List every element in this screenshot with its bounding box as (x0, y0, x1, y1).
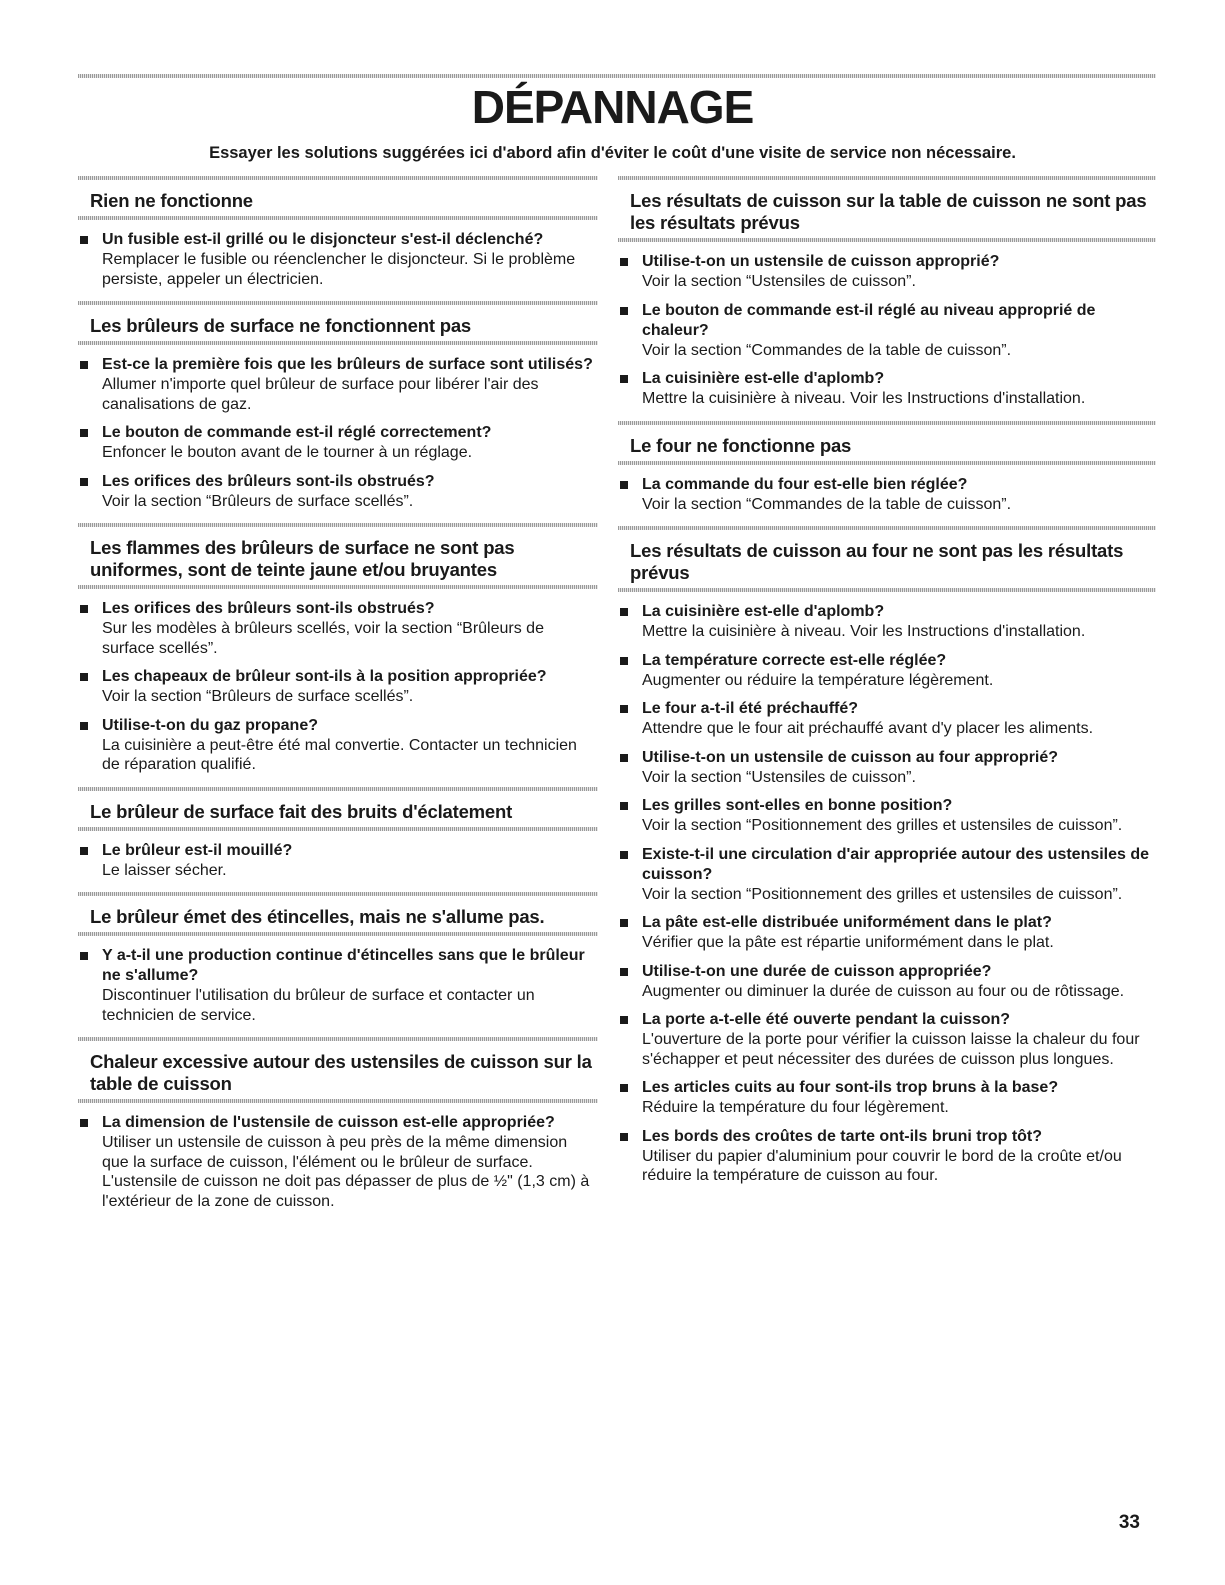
list-item (78, 716, 598, 775)
list-item (78, 599, 598, 658)
question-text: La commande du four est-elle bien réglée? (642, 475, 968, 493)
section-rule-bottom (78, 827, 598, 831)
square-bullet-icon (620, 705, 628, 713)
square-bullet-icon (620, 1016, 628, 1024)
square-bullet-icon (80, 361, 88, 369)
answer-text: Mettre la cuisinière à niveau. Voir les Instructions d'installation. (642, 623, 1086, 640)
question-text: La dimension de l'ustensile de cuisson est-elle appropriée? (102, 1114, 555, 1131)
list-item (618, 962, 1156, 1002)
question-text: La température correcte est-elle réglée? (642, 651, 947, 669)
square-bullet-icon (80, 478, 88, 486)
section-heading: Les flammes des brûleurs de surface ne sont pas uniformes, sont de teinte jaune et/ou bruyantes (90, 537, 515, 580)
answer-text: Voir la section “Ustensiles de cuisson”. (642, 273, 916, 290)
question-text: La cuisinière est-elle d'aplomb? (642, 370, 885, 387)
question-text: Un fusible est-il grillé ou le disjoncteur s'est-il déclenché? (102, 231, 544, 248)
question-text: Les bords des croûtes de tarte ont-ils bruni trop tôt? (642, 1127, 1043, 1145)
section-heading: Rien ne fonctionne (90, 190, 253, 211)
answer-text: Enfoncer le bouton avant de le tourner à un réglage. (102, 444, 473, 461)
question-text: Le bouton de commande est-il réglé au niveau approprié de chaleur? (642, 301, 1096, 339)
section-rule-bottom (78, 1099, 598, 1103)
troubleshooting-section (78, 1037, 598, 1211)
question-text: Est-ce la première fois que les brûleurs de surface sont utilisés? (102, 356, 593, 373)
section-heading: Les résultats de cuisson au four ne sont pas les résultats prévus (630, 540, 1124, 583)
question-text: Les orifices des brûleurs sont-ils obstrués? (102, 600, 435, 617)
list-item (618, 301, 1156, 361)
answer-text: Voir la section “Brûleurs de surface scellés”. (102, 688, 414, 705)
question-text: Existe-t-il une circulation d'air appropriée autour des ustensiles de cuisson? (642, 845, 1150, 883)
answer-text: Voir la section “Commandes de la table de cuisson”. (642, 495, 1012, 513)
question-text: Utilise-t-on un ustensile de cuisson au four approprié? (642, 748, 1059, 766)
section-heading: Le brûleur de surface fait des bruits d'éclatement (90, 800, 513, 822)
troubleshooting-section (618, 421, 1156, 515)
square-bullet-icon (80, 847, 88, 855)
answer-text: Allumer n'importe quel brûleur de surface pour libérer l'air des canalisations de gaz. (102, 376, 539, 413)
list-item (618, 1078, 1156, 1118)
square-bullet-icon (80, 952, 88, 960)
left-column (78, 172, 598, 1223)
square-bullet-icon (620, 375, 628, 383)
square-bullet-icon (80, 1119, 88, 1127)
answer-text: Attendre que le four ait préchauffé avant d'y placer les aliments. (642, 720, 1094, 737)
section-heading: Les brûleurs de surface ne fonctionnent pas (90, 315, 472, 336)
list-item (78, 841, 598, 881)
answer-text: Sur les modèles à brûleurs scellés, voir la section “Brûleurs de surface scellés”. (102, 620, 544, 657)
square-bullet-icon (620, 754, 628, 762)
question-text: Le brûleur est-il mouillé? (102, 841, 293, 859)
troubleshooting-section (78, 523, 598, 775)
troubleshooting-section (618, 526, 1156, 1186)
list-item (78, 1113, 598, 1211)
answer-text: Réduire la température du four légèrement. (642, 1099, 949, 1116)
question-text: Utilise-t-on une durée de cuisson appropriée? (642, 962, 992, 980)
question-text: Les chapeaux de brûleur sont-ils à la position appropriée? (102, 668, 547, 685)
list-item (618, 913, 1156, 953)
troubleshooting-section (78, 301, 598, 511)
question-text: Les orifices des brûleurs sont-ils obstrués? (102, 472, 435, 490)
answer-text: Voir la section “Commandes de la table de cuisson”. (642, 341, 1012, 359)
section-rule-bottom (78, 216, 598, 220)
square-bullet-icon (80, 605, 88, 613)
answer-text: Utiliser un ustensile de cuisson à peu près de la même dimension que la surface de cuisson, l'élément ou le brûleur de surface. L'ustensile de cuisson ne doit pas dépasser de plus de ½" (1,3 cm) à l'extérieur de la zone de cuisson. (102, 1134, 590, 1210)
question-text: La pâte est-elle distribuée uniformément dans le plat? (642, 914, 1052, 931)
section-rule-bottom (78, 585, 598, 589)
answer-text: Mettre la cuisinière à niveau. Voir les Instructions d'installation. (642, 390, 1086, 407)
square-bullet-icon (620, 968, 628, 976)
square-bullet-icon (620, 307, 628, 315)
section-rule-top (78, 523, 598, 527)
question-text: La cuisinière est-elle d'aplomb? (642, 603, 885, 620)
list-item (618, 845, 1156, 905)
list-item (618, 1010, 1156, 1069)
list-item (618, 748, 1156, 788)
answer-text: Le laisser sécher. (102, 861, 227, 879)
question-text: La porte a-t-elle été ouverte pendant la cuisson? (642, 1011, 1011, 1028)
top-rule (78, 74, 1156, 78)
troubleshooting-section (78, 787, 598, 881)
question-text: Utilise-t-on un ustensile de cuisson approprié? (642, 253, 1000, 270)
square-bullet-icon (620, 481, 628, 489)
section-rule-bottom (78, 932, 598, 936)
answer-text: Voir la section “Brûleurs de surface scellés”. (102, 492, 414, 510)
answer-text: L'ouverture de la porte pour vérifier la cuisson laisse la chaleur du four s'échapper et peut nécessiter des durées de cuisson plus longues. (642, 1031, 1140, 1068)
question-text: Les articles cuits au four sont-ils trop bruns à la base? (642, 1079, 1059, 1096)
square-bullet-icon (80, 722, 88, 730)
list-item (618, 796, 1156, 836)
section-heading: Les résultats de cuisson sur la table de cuisson ne sont pas les résultats prévus (630, 190, 1147, 233)
square-bullet-icon (620, 919, 628, 927)
section-rule-bottom (618, 238, 1156, 242)
question-text: Utilise-t-on du gaz propane? (102, 716, 318, 734)
intro-text: Essayer les solutions suggérées ici d'abord afin d'éviter le coût d'une visite de service non nécessaire. (209, 144, 1016, 162)
section-rule-top (78, 1037, 598, 1041)
square-bullet-icon (80, 236, 88, 244)
answer-text: La cuisinière a peut-être été mal convertie. Contacter un technicien de réparation qualifié. (102, 736, 577, 773)
square-bullet-icon (620, 802, 628, 810)
troubleshooting-section (78, 176, 598, 289)
answer-text: Augmenter ou diminuer la durée de cuisson au four ou de rôtissage. (642, 982, 1125, 1000)
section-heading: Le four ne fonctionne pas (630, 434, 852, 456)
section-heading: Chaleur excessive autour des ustensiles de cuisson sur la table de cuisson (90, 1051, 592, 1094)
page-number: 33 (1118, 1512, 1140, 1533)
section-rule-bottom (618, 588, 1156, 592)
list-item (78, 472, 598, 512)
square-bullet-icon (620, 1133, 628, 1141)
question-text: Le four a-t-il été préchauffé? (642, 700, 859, 717)
section-heading: Le brûleur émet des étincelles, mais ne s'allume pas. (90, 906, 545, 927)
question-text: Les grilles sont-elles en bonne position? (642, 797, 953, 814)
list-item (78, 946, 598, 1025)
question-text: Le bouton de commande est-il réglé correctement? (102, 424, 492, 441)
list-item (78, 230, 598, 289)
answer-text: Voir la section “Ustensiles de cuisson”. (642, 768, 916, 786)
right-column (618, 172, 1156, 1198)
square-bullet-icon (80, 673, 88, 681)
list-item (618, 1127, 1156, 1186)
section-rule-top (78, 301, 598, 305)
answer-text: Utiliser du papier d'aluminium pour couvrir le bord de la croûte et/ou réduire la température de cuisson au four. (642, 1147, 1122, 1184)
section-rule-bottom (78, 341, 598, 345)
answer-text: Vérifier que la pâte est répartie uniformément dans le plat. (642, 934, 1054, 951)
list-item (618, 252, 1156, 292)
list-item (618, 475, 1156, 515)
square-bullet-icon (620, 1084, 628, 1092)
square-bullet-icon (620, 258, 628, 266)
list-item (78, 355, 598, 414)
list-item (618, 651, 1156, 691)
answer-text: Discontinuer l'utilisation du brûleur de surface et contacter un technicien de service. (102, 987, 535, 1024)
answer-text: Voir la section “Positionnement des grilles et ustensiles de cuisson”. (642, 885, 1123, 903)
section-rule-top (618, 526, 1156, 530)
list-item (618, 699, 1156, 739)
troubleshooting-section (78, 892, 598, 1025)
square-bullet-icon (80, 429, 88, 437)
section-rule-top (618, 421, 1156, 425)
troubleshooting-section (618, 176, 1156, 409)
section-rule-top (78, 787, 598, 791)
list-item (78, 423, 598, 463)
square-bullet-icon (620, 657, 628, 665)
answer-text: Remplacer le fusible ou réenclencher le disjoncteur. Si le problème persiste, appeler un électricien. (102, 251, 576, 288)
section-rule-top (618, 176, 1156, 180)
section-rule-top (78, 892, 598, 896)
list-item (618, 602, 1156, 642)
answer-text: Augmenter ou réduire la température légèrement. (642, 671, 994, 689)
question-text: Y a-t-il une production continue d'étincelles sans que le brûleur ne s'allume? (102, 947, 585, 984)
section-rule-bottom (618, 461, 1156, 465)
section-rule-top (78, 176, 598, 180)
square-bullet-icon (620, 608, 628, 616)
list-item (78, 667, 598, 707)
square-bullet-icon (620, 851, 628, 859)
page-title: DÉPANNAGE (471, 81, 754, 133)
list-item (618, 369, 1156, 409)
answer-text: Voir la section “Positionnement des grilles et ustensiles de cuisson”. (642, 817, 1123, 834)
